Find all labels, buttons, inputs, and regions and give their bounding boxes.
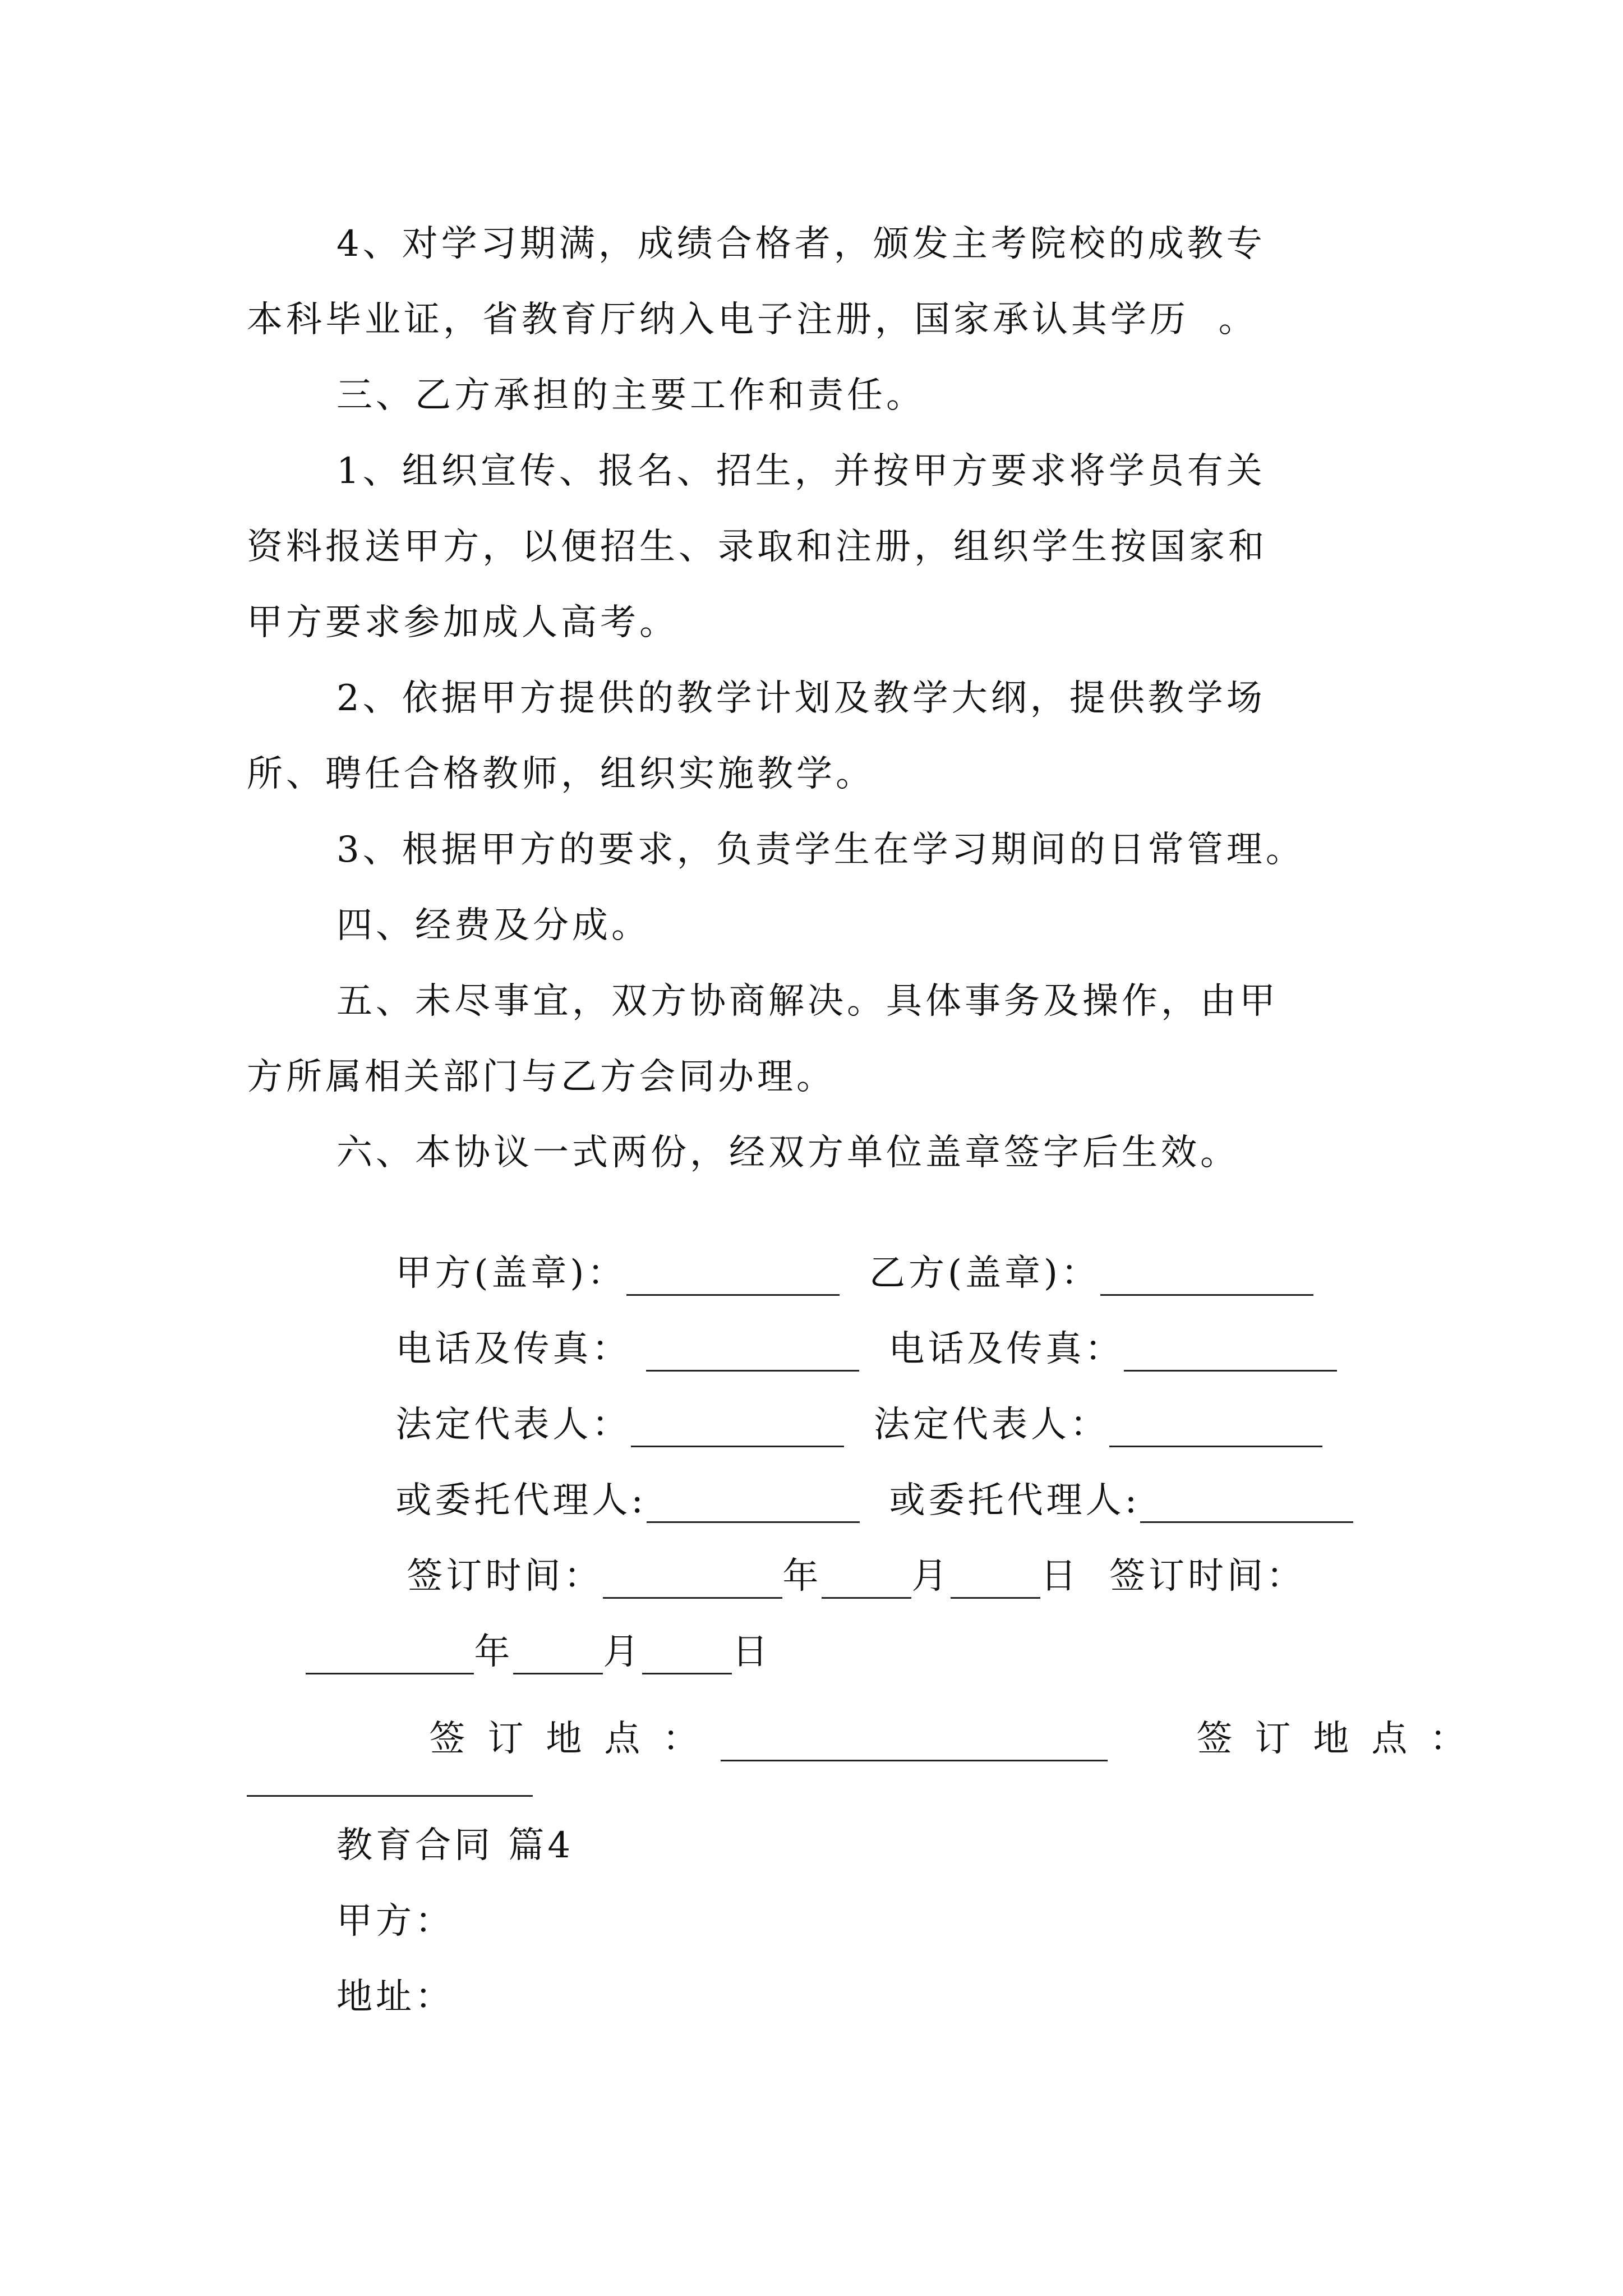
paragraph-line: 甲方要求参加成人高考。: [247, 602, 679, 643]
day-blank: [951, 1566, 1040, 1599]
paragraph-line: 六、本协议一式两份，经双方单位盖章签字后生效。: [336, 1132, 1239, 1174]
sign-place-blank-b: [247, 1795, 533, 1797]
month-blank-b: [513, 1641, 603, 1674]
sign-place-label-b: 签订地点：: [1196, 1718, 1488, 1760]
paragraph-line: 4、对学习期满，成绩合格者，颁发主考院校的成教专: [336, 223, 1266, 265]
month-label-b: 月: [603, 1631, 643, 1673]
paragraph-line: 1、组织宣传、报名、招生，并按甲方要求将学员有关: [336, 450, 1266, 492]
sign-place-row: [370, 1672, 1488, 1806]
sign-time-label: 签订时间：: [407, 1556, 603, 1597]
sign-place-label: 签订地点：: [429, 1718, 721, 1760]
agent-label-b: 或委托代理人:: [889, 1480, 1141, 1521]
year-blank-b: [306, 1641, 474, 1674]
year-label: 年: [782, 1556, 822, 1597]
paragraph-line: 本科毕业证，省教育厅纳入电子注册，国家承认其学历 。: [247, 299, 1258, 341]
paragraph-line: 资料报送甲方，以便招生、录取和注册，组织学生按国家和: [247, 526, 1267, 568]
day-label-b: 日: [732, 1631, 772, 1673]
sign-place-blank: [721, 1728, 1108, 1761]
legal-rep-label-b: 法定代表人：: [874, 1404, 1110, 1446]
sign-time-label-b: 签订时间：: [1109, 1556, 1306, 1597]
phone-fax-label: 电话及传真：: [395, 1328, 631, 1370]
party-a-seal-label: 甲方(盖章)：: [395, 1253, 627, 1294]
paragraph-line: 2、依据甲方提供的教学计划及教学大纲，提供教学场: [336, 678, 1266, 719]
month-blank: [822, 1566, 911, 1599]
party-a-label: 甲方：: [336, 1901, 454, 1942]
paragraph-line: 方所属相关部门与乙方会同办理。: [247, 1056, 836, 1098]
address-label: 地址：: [336, 1976, 454, 2018]
paragraph-line: 3、根据甲方的要求，负责学生在学习期间的日常管理。: [336, 829, 1305, 871]
day-label: 日: [1040, 1556, 1080, 1597]
day-blank-b: [642, 1641, 732, 1674]
month-label: 月: [911, 1556, 951, 1597]
section-heading: 四、经费及分成。: [336, 905, 651, 946]
paragraph-line: 五、未尽事宜，双方协商解决。具体事务及操作，由甲: [336, 981, 1279, 1022]
section-title: 教育合同 篇4: [336, 1825, 574, 1866]
paragraph-line: 所、聘任合格教师，组织实施教学。: [247, 753, 875, 795]
legal-rep-label: 法定代表人：: [395, 1404, 631, 1446]
year-label-b: 年: [474, 1631, 514, 1673]
phone-fax-label-b: 电话及传真：: [888, 1328, 1124, 1370]
agent-label: 或委托代理人:: [395, 1480, 647, 1521]
section-heading: 三、乙方承担的主要工作和责任。: [336, 375, 925, 416]
party-b-seal-label: 乙方(盖章)：: [869, 1253, 1100, 1294]
